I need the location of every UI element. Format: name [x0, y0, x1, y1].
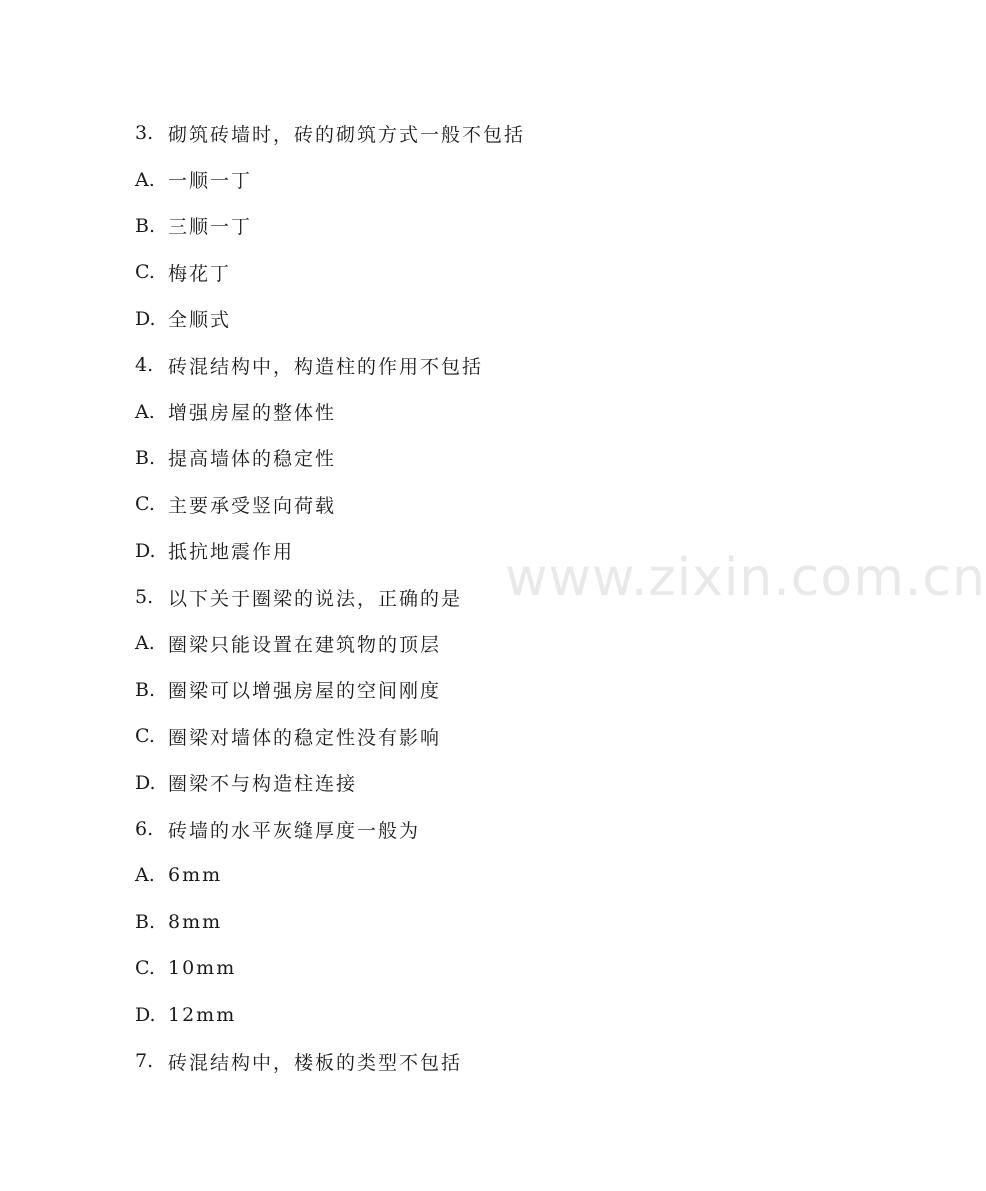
- option-line: [135, 620, 855, 666]
- option-line: [135, 203, 855, 249]
- question-number: 5.: [135, 586, 154, 609]
- option-label: B.: [135, 214, 156, 237]
- question-text: 砌筑砖墙时，砖的砌筑方式一般不包括: [168, 123, 526, 146]
- question-line: [135, 1038, 855, 1084]
- question-line: [135, 342, 855, 388]
- option-text: 圈梁只能设置在建筑物的顶层: [168, 633, 442, 656]
- question-number: 7.: [135, 1050, 154, 1072]
- option-line: [135, 852, 855, 898]
- option-text: 抵抗地震作用: [168, 541, 295, 564]
- option-text: 三顺一丁: [168, 216, 253, 239]
- question-text: 砖混结构中，楼板的类型不包括: [168, 1051, 463, 1074]
- question-line: [135, 806, 855, 852]
- option-text: 一顺一丁: [168, 170, 253, 193]
- question-line: [135, 574, 855, 620]
- option-line: [135, 435, 855, 481]
- option-label: A.: [135, 168, 155, 191]
- option-line: [135, 528, 855, 574]
- option-text: 6mm: [168, 864, 223, 887]
- question-list: [135, 110, 855, 1084]
- option-text: 圈梁不与构造柱连接: [168, 773, 358, 796]
- option-label: D.: [135, 771, 156, 794]
- watermark: www.zixin.com.cn: [505, 548, 986, 608]
- option-label: D.: [135, 539, 156, 562]
- option-label: C.: [135, 261, 155, 284]
- question-number: 4.: [135, 354, 154, 377]
- option-line: [135, 388, 855, 434]
- option-label: B.: [135, 678, 156, 701]
- question-text: 砖混结构中，构造柱的作用不包括: [168, 355, 484, 378]
- option-text: 8mm: [168, 910, 223, 933]
- option-label: A.: [135, 864, 155, 887]
- option-line: [135, 713, 855, 759]
- option-label: C.: [135, 493, 155, 516]
- option-label: A.: [135, 400, 155, 423]
- option-text: 10mm: [168, 957, 237, 980]
- option-line: [135, 945, 855, 991]
- option-text: 12mm: [168, 1003, 237, 1026]
- question-number: 3.: [135, 122, 154, 145]
- option-label: B.: [135, 446, 156, 469]
- option-line: [135, 249, 855, 295]
- option-label: C.: [135, 725, 155, 748]
- option-text: 梅花丁: [168, 262, 232, 285]
- option-label: B.: [135, 910, 156, 933]
- question-line: [135, 110, 855, 156]
- option-line: [135, 481, 855, 527]
- option-line: [135, 156, 855, 202]
- option-line: [135, 899, 855, 945]
- option-line: [135, 991, 855, 1037]
- option-text: 提高墙体的稳定性: [168, 448, 337, 471]
- option-label: D.: [135, 307, 156, 330]
- option-text: 全顺式: [168, 309, 232, 332]
- option-line: [135, 759, 855, 805]
- option-text: 主要承受竖向荷载: [168, 494, 337, 517]
- question-number: 6.: [135, 818, 154, 841]
- option-text: 圈梁可以增强房屋的空间刚度: [168, 680, 442, 703]
- option-text: 增强房屋的整体性: [168, 402, 337, 425]
- option-line: [135, 667, 855, 713]
- option-label: A.: [135, 632, 155, 655]
- option-line: [135, 296, 855, 342]
- option-text: 圈梁对墙体的稳定性没有影响: [168, 726, 442, 749]
- question-text: 以下关于圈梁的说法，正确的是: [168, 587, 463, 610]
- option-label: D.: [135, 1003, 156, 1026]
- option-label: C.: [135, 957, 155, 980]
- question-text: 砖墙的水平灰缝厚度一般为: [168, 819, 421, 842]
